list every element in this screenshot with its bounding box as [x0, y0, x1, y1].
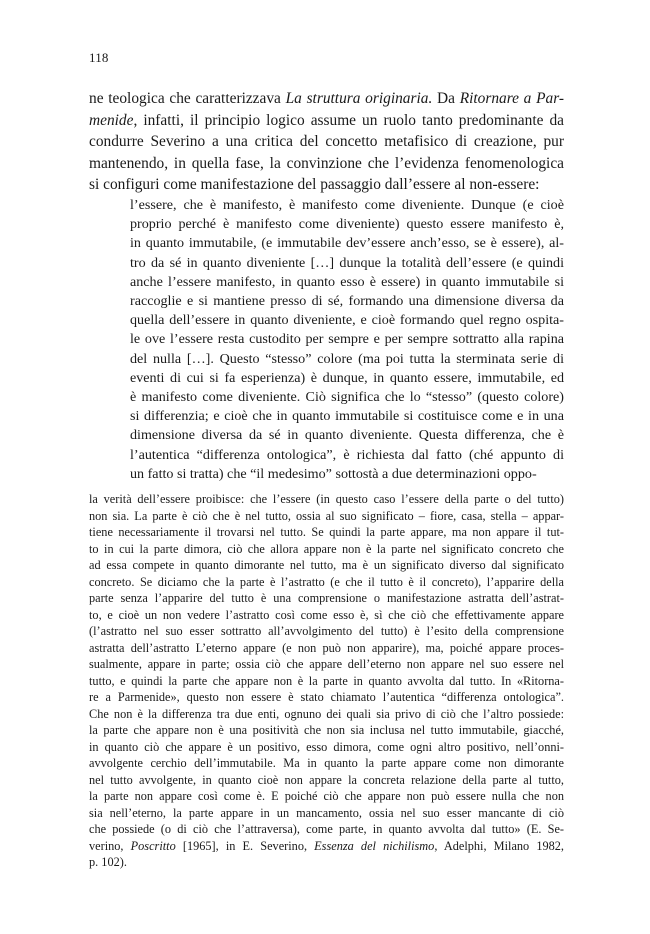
text-line: tutto, e quindi la parte che appare non è la parte in quanto avvolta dal tutto. In «Ritorna- [89, 673, 564, 688]
text-line: in quanto ciò che appare è un positivo, esso dimora, come ogni altro positivo, nell’onni- [89, 739, 564, 754]
text-line: raccoglie e si mantiene presso di sé, formando una dimensione diversa da [130, 293, 564, 310]
italic-title: La struttura originaria. [285, 90, 433, 107]
footnote [89, 491, 564, 871]
text-line: l’autentica “differenza ontologica”, è richiesta dal fatto (ché appunto di [130, 446, 564, 463]
text-line: avvolgente cerchio dell’immutabile. Ma in quanto la parte appare come non dimorante [89, 756, 564, 770]
text-line: condurre Severino a una critica del concetto metafisico di creazione, pur [89, 133, 564, 151]
text-line: nel tutto avvolgente, in quanto cioè non appare la concreta relazione della parte al tutto, [89, 772, 564, 787]
text-line: ad essa compete in quanto dimorante nel tutto, ma è un significato diverso dal significato [89, 558, 564, 572]
text-line: la parte non appare così come è. E poiché ciò che appare non può essere nulla che non [89, 789, 564, 803]
text-line: l’essere, che è manifesto, è manifesto come diveniente. Dunque (e cioè [130, 197, 564, 213]
text-line: dimensione diversa da sé in quanto diveniente. Questa differenza, che è [130, 427, 564, 444]
text-line: p. 102). [89, 855, 127, 869]
text-line: un fatto si tratta) che “il medesimo” sottostà a due determinazioni oppo- [130, 465, 537, 482]
text-line: la parte che appare non è una positività che non sia inclusa nel tutto immutabile, giacché, [89, 723, 564, 737]
text-line: concreto. Se diciamo che la parte è l’astratto (e che il tutto è il concreto), l’apparire della [89, 574, 564, 589]
text-line: re a Parmenide», questo non essere è stato chiamato l’autentica “differenza ontologica”. [89, 690, 564, 704]
italic-title: Poscritto [130, 838, 176, 853]
text-line: si differenzia; e cioè che in quanto immutabile si costituisce come e in una [130, 408, 564, 425]
text-line: sualmente, appare in parte; ossia ciò che appare dell’eterno non appare nel suo essere nel [89, 657, 564, 671]
text-line: (l’astratto nel suo esser sottratto all’avvolgimento del tutto) è l’esito della comprensione [89, 624, 564, 638]
text-line: ne teologica che caratterizzava La struttura originaria. Da Ritornare a Par- [89, 90, 564, 107]
text-line: Che non è la differenza tra due enti, ognuno dei quali sia privo di ciò che l’altro possiede: [89, 706, 564, 721]
text-line: proprio perché è manifesto come diveniente) questo essere manifesto è, [130, 216, 564, 233]
text-line: verino, Poscritto [1965], in E. Severino, Essenza del nichilismo, Adelphi, Milano 1982, [89, 838, 564, 853]
text-line: che possiede (o di ciò che l’attraversa), come parte, in quanto avvolta dal tutto» (E. Se- [89, 822, 564, 836]
text-line: del nulla […]. Questo “stesso” colore (ma poi tutta la sterminata serie di [130, 350, 564, 367]
text-line: tiene necessariamente il trovarsi nel tutto. Se quindi la parte appare, ma non appare il tut- [89, 525, 564, 539]
text-line: in quanto immutabile, (e immutabile dev’essere anch’esso, se è essere), al- [130, 235, 564, 252]
text-line: mantenendo, in quella fase, la convinzione che l’evidenza fenomenologica [89, 154, 564, 172]
text-line: anche l’essere manifesto, in quanto esso è essere) in quanto immutabile si [130, 273, 564, 290]
page-number: 118 [89, 50, 109, 65]
text-line: eventi di cui si fa esperienza) è dunque, in quanto essere, immutabile, ed [130, 369, 564, 386]
italic-title: Ritornare a Par- [459, 90, 564, 107]
text-line: si configuri come manifestazione del passaggio dall’essere al non-essere: [89, 176, 540, 194]
text-line: tro da sé in quanto diveniente […] dunque la totalità dell’essere (e quindi [130, 254, 564, 271]
italic-title: menide [89, 111, 134, 129]
text-line: sia nell’eterno, la parte appare in un mancamento, ossia nel suo esser mancante di ciò [89, 805, 564, 820]
text-line: astratta dell’astratto L’eterno appare (e non può non apparire), ma, poiché appare proces- [89, 640, 564, 655]
text-line: menide, infatti, il principio logico assume un ruolo tanto predominante da [89, 111, 564, 129]
text-line: non sia. La parte è ciò che è nel tutto, ossia al suo significato – fiore, casa, stella – appar- [89, 508, 564, 523]
text-line: quella dell’essere in quanto diveniente, e cioè formando quel regno ospita- [130, 312, 564, 329]
main-paragraph [89, 88, 564, 196]
text-line: to in cui la parte dimora, ciò che allora appare non è la parte nel significato concreto che [89, 541, 564, 556]
text-line: è manifesto come diveniente. Ciò significa che lo “stesso” (questo colore) [130, 389, 564, 406]
block-quotation [130, 196, 564, 484]
text-line: la verità dell’essere proibisce: che l’essere (in questo caso l’essere della parte o del tutto) [89, 492, 564, 506]
text-line: le ove l’essere resta custodito per sempre e per sempre sottratto alla rapina [130, 331, 564, 348]
italic-title: Essenza del nichilismo [314, 838, 435, 853]
text-line: to, e cioè un non vedere l’astratto così come esso è, sì che ciò che effettivamente appare [89, 607, 564, 622]
text-line: parte senza l’apparire del tutto è una comprensione o manifestazione astratta dell’astrat- [89, 591, 564, 605]
